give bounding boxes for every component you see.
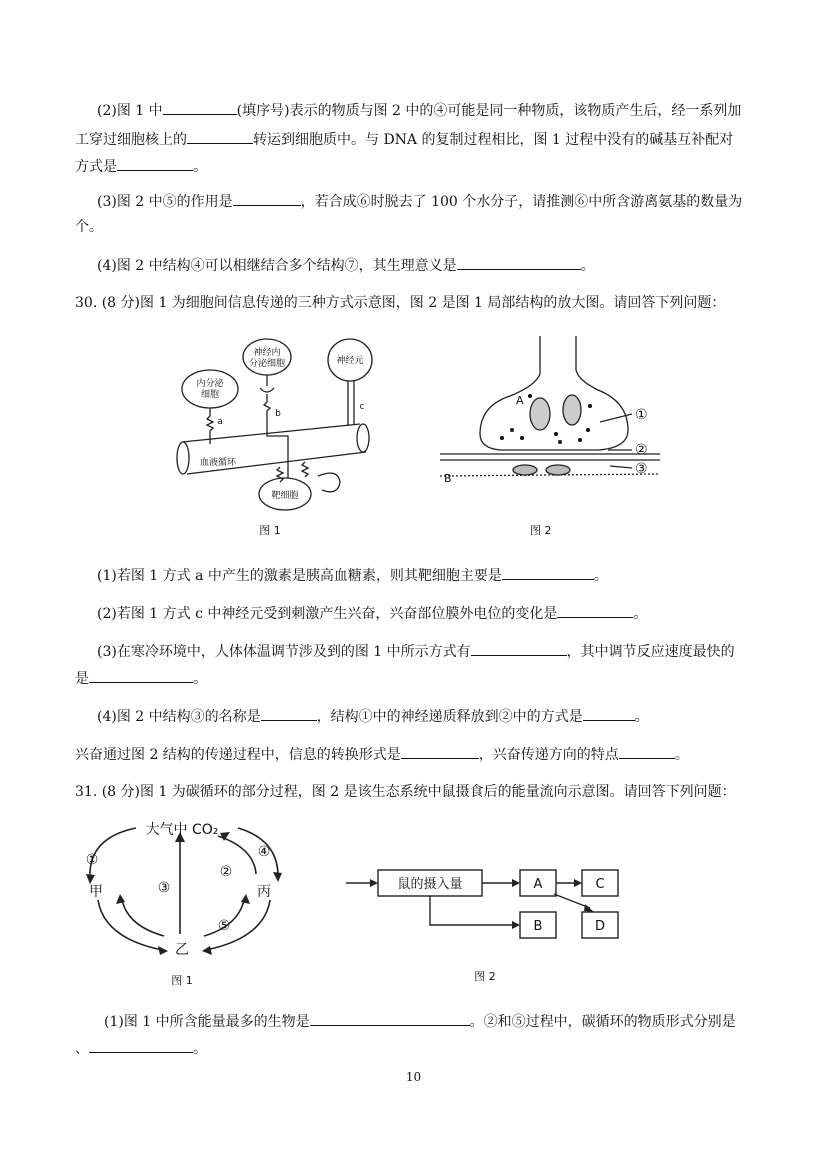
pathway-b-label: b — [275, 409, 281, 419]
process-2-label: ② — [219, 864, 233, 880]
endocrine-cell-label: 内分泌 — [196, 379, 224, 389]
q31-stem: 31. (8 分)图 1 为碳循环的部分过程，图 2 是该生态系统中鼠摄食后的能量流向示意图。请回答下列问题： — [75, 784, 736, 800]
answer-blank[interactable] — [117, 156, 193, 171]
answer-blank[interactable] — [557, 603, 633, 618]
answer-blank[interactable] — [401, 744, 479, 759]
figure-caption: 图 1 — [171, 974, 193, 987]
process-5-label: ⑤ — [217, 918, 231, 934]
process-3-label: ③ — [157, 880, 171, 896]
organism-jia-label: 甲 — [89, 884, 103, 900]
endocrine-cell-label-2: 细胞 — [200, 390, 220, 400]
label-A: A — [516, 394, 524, 407]
answer-blank[interactable] — [233, 191, 301, 206]
q31-figure-2 — [340, 818, 630, 990]
q29-part2-line2: 工穿过细胞核上的 转运到细胞质中。与 DNA 的复制过程相比，图 1 过程中没有的碱基互补配对 — [75, 129, 733, 149]
figure-caption: 图 2 — [530, 524, 552, 537]
process-1-label: ① — [85, 852, 99, 868]
label-2: ② — [635, 442, 648, 458]
q30-figure-2 — [440, 334, 665, 542]
label-3: ③ — [635, 461, 648, 477]
process-4-label: ④ — [257, 844, 271, 860]
answer-blank[interactable] — [502, 565, 594, 580]
pathway-c-label: c — [359, 402, 365, 412]
q30-stem: 30. (8 分)图 1 为细胞间信息传递的三种方式示意图，图 2 是图 1 局部结构的放大图。请回答下列问题： — [75, 295, 726, 311]
label-A: A — [533, 877, 543, 892]
target-cell-label: 靶细胞 — [271, 491, 299, 501]
answer-blank[interactable] — [89, 668, 193, 683]
answer-blank[interactable] — [261, 706, 317, 721]
page-number: 10 — [405, 1070, 422, 1084]
q30-figure-1 — [170, 334, 395, 542]
q29-part3-line2: 个。 — [75, 219, 103, 235]
q30-part4: (4)图 2 中结构③的名称是 ，结构①中的神经递质释放到②中的方式是 。 — [97, 706, 649, 726]
label-B: B — [533, 919, 543, 934]
q31-part1-line2: 、 。 — [75, 1038, 207, 1058]
atmosphere-co2-label: 大气中 CO₂ — [145, 822, 219, 838]
q29-part4: (4)图 2 中结构④可以相继结合多个结构⑦，其生理意义是 。 — [97, 255, 595, 275]
neuroendocrine-cell-label-2: 分泌细胞 — [248, 359, 286, 369]
pathway-a-label: a — [217, 417, 223, 427]
q30-part3-line1: (3)在寒冷环境中，人体体温调节涉及到的图 1 中所示方式有 ，其中调节反应速度最快的 — [97, 641, 735, 661]
label-D: D — [594, 919, 606, 934]
label-1: ① — [635, 407, 648, 423]
answer-blank[interactable] — [163, 100, 237, 115]
answer-blank[interactable] — [187, 129, 253, 144]
answer-blank[interactable] — [583, 706, 635, 721]
q30-part5: 兴奋通过图 2 结构的传递过程中，信息的转换形式是 ，兴奋传递方向的特点 。 — [75, 744, 689, 764]
answer-blank[interactable] — [457, 255, 581, 270]
answer-blank[interactable] — [89, 1038, 193, 1053]
q29-part2-line1: (2)图 1 中 (填序号)表示的物质与图 2 中的④可能是同一种物质，该物质产生后，经一系列加 — [97, 100, 741, 120]
answer-blank[interactable] — [310, 1011, 470, 1026]
answer-blank[interactable] — [471, 641, 567, 656]
blood-circulation-label: 血液循环 — [199, 458, 237, 468]
q29-part3-line1: (3)图 2 中⑤的作用是 ，若合成⑥时脱去了 100 个水分子，请推测⑥中所含游离氨基的数量为 — [97, 191, 742, 211]
q30-part2: (2)若图 1 方式 c 中神经元受到刺激产生兴奋，兴奋部位膜外电位的变化是 。 — [97, 603, 647, 623]
answer-blank[interactable] — [619, 744, 675, 759]
q31-part1-line1: (1)图 1 中所含能量最多的生物是 。②和⑤过程中，碳循环的物质形式分别是 — [104, 1011, 736, 1031]
q30-part1: (1)若图 1 方式 a 中产生的激素是胰高血糖素，则其靶细胞主要是 。 — [97, 565, 608, 585]
q29-part2-line3: 方式是 。 — [75, 156, 207, 176]
organism-bing-label: 丙 — [257, 884, 271, 900]
figure-caption: 图 1 — [259, 524, 281, 537]
mouse-intake-label: 鼠的摄入量 — [397, 877, 463, 892]
neuroendocrine-cell-label: 神经内 — [253, 348, 281, 358]
label-C: C — [595, 877, 605, 892]
figure-caption: 图 2 — [474, 970, 496, 983]
q30-part3-line2: 是 。 — [75, 668, 207, 688]
label-B: B — [444, 472, 452, 485]
q31-figure-1 — [78, 818, 288, 990]
organism-yi-label: 乙 — [175, 942, 189, 958]
neuron-label: 神经元 — [336, 356, 364, 366]
